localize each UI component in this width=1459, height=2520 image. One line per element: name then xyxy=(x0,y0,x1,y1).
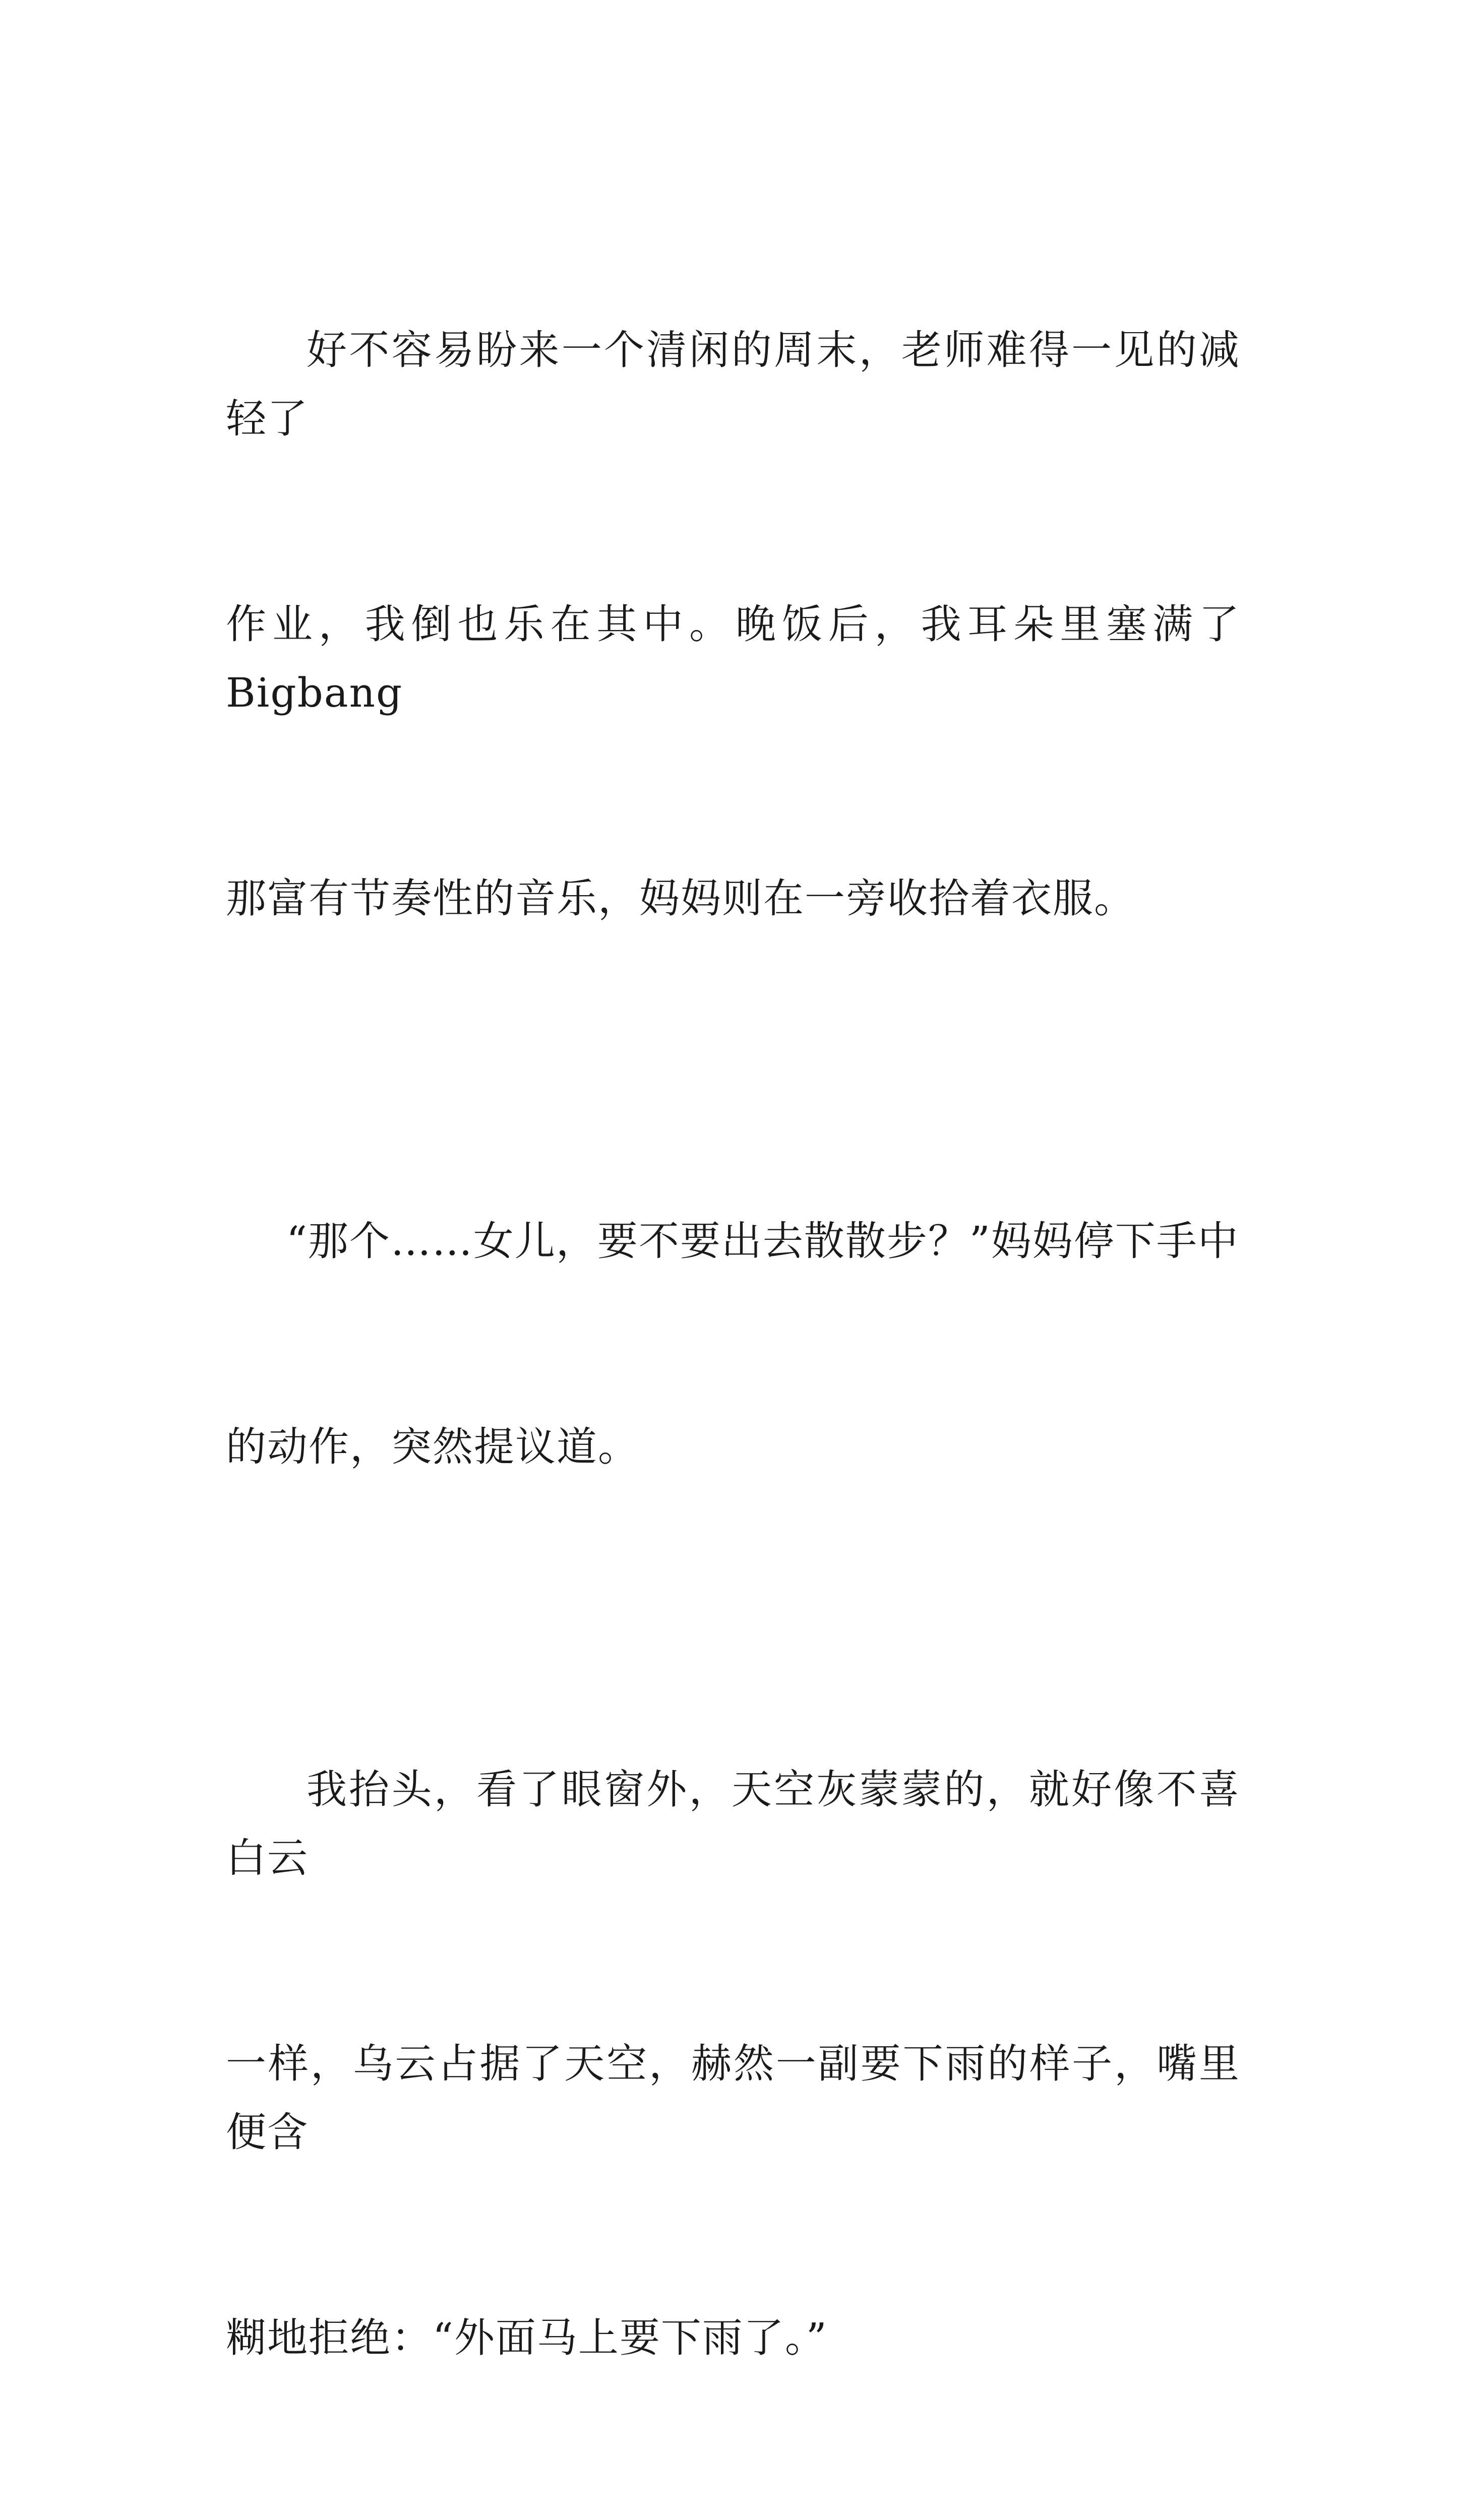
text-line: 作业，我倒也乐在其中。晚饭后，我耳朵里塞满了 Bigbang xyxy=(226,601,1254,716)
text-line: 好不容易盼来一个清闲的周末，老师难得一见的减轻了 xyxy=(226,327,1240,442)
paragraph xyxy=(226,1070,1240,1618)
text-line: 的动作，突然提议道。 xyxy=(226,1423,639,1470)
text-line: 一样，乌云占据了天空，赫然一副要下雨的样子，嘴里便含 xyxy=(226,2040,1240,2156)
text-line: 那富有节奏性的音乐，妈妈则在一旁收拾着衣服。 xyxy=(226,875,1135,922)
paragraph xyxy=(226,179,1254,1070)
paragraph xyxy=(226,2509,1240,2520)
paragraph xyxy=(226,1618,1240,2509)
document-body xyxy=(226,179,1254,2520)
text-line: 糊地拒绝：“外面马上要下雨了。” xyxy=(226,2314,828,2361)
text-line: 我抬头，看了眼窗外，天空灰蒙蒙的，就好像不喜白云 xyxy=(226,1766,1240,1881)
text-line: “那个……女儿，要不要出去散散步？”妈妈停下手中 xyxy=(286,1218,1239,1265)
